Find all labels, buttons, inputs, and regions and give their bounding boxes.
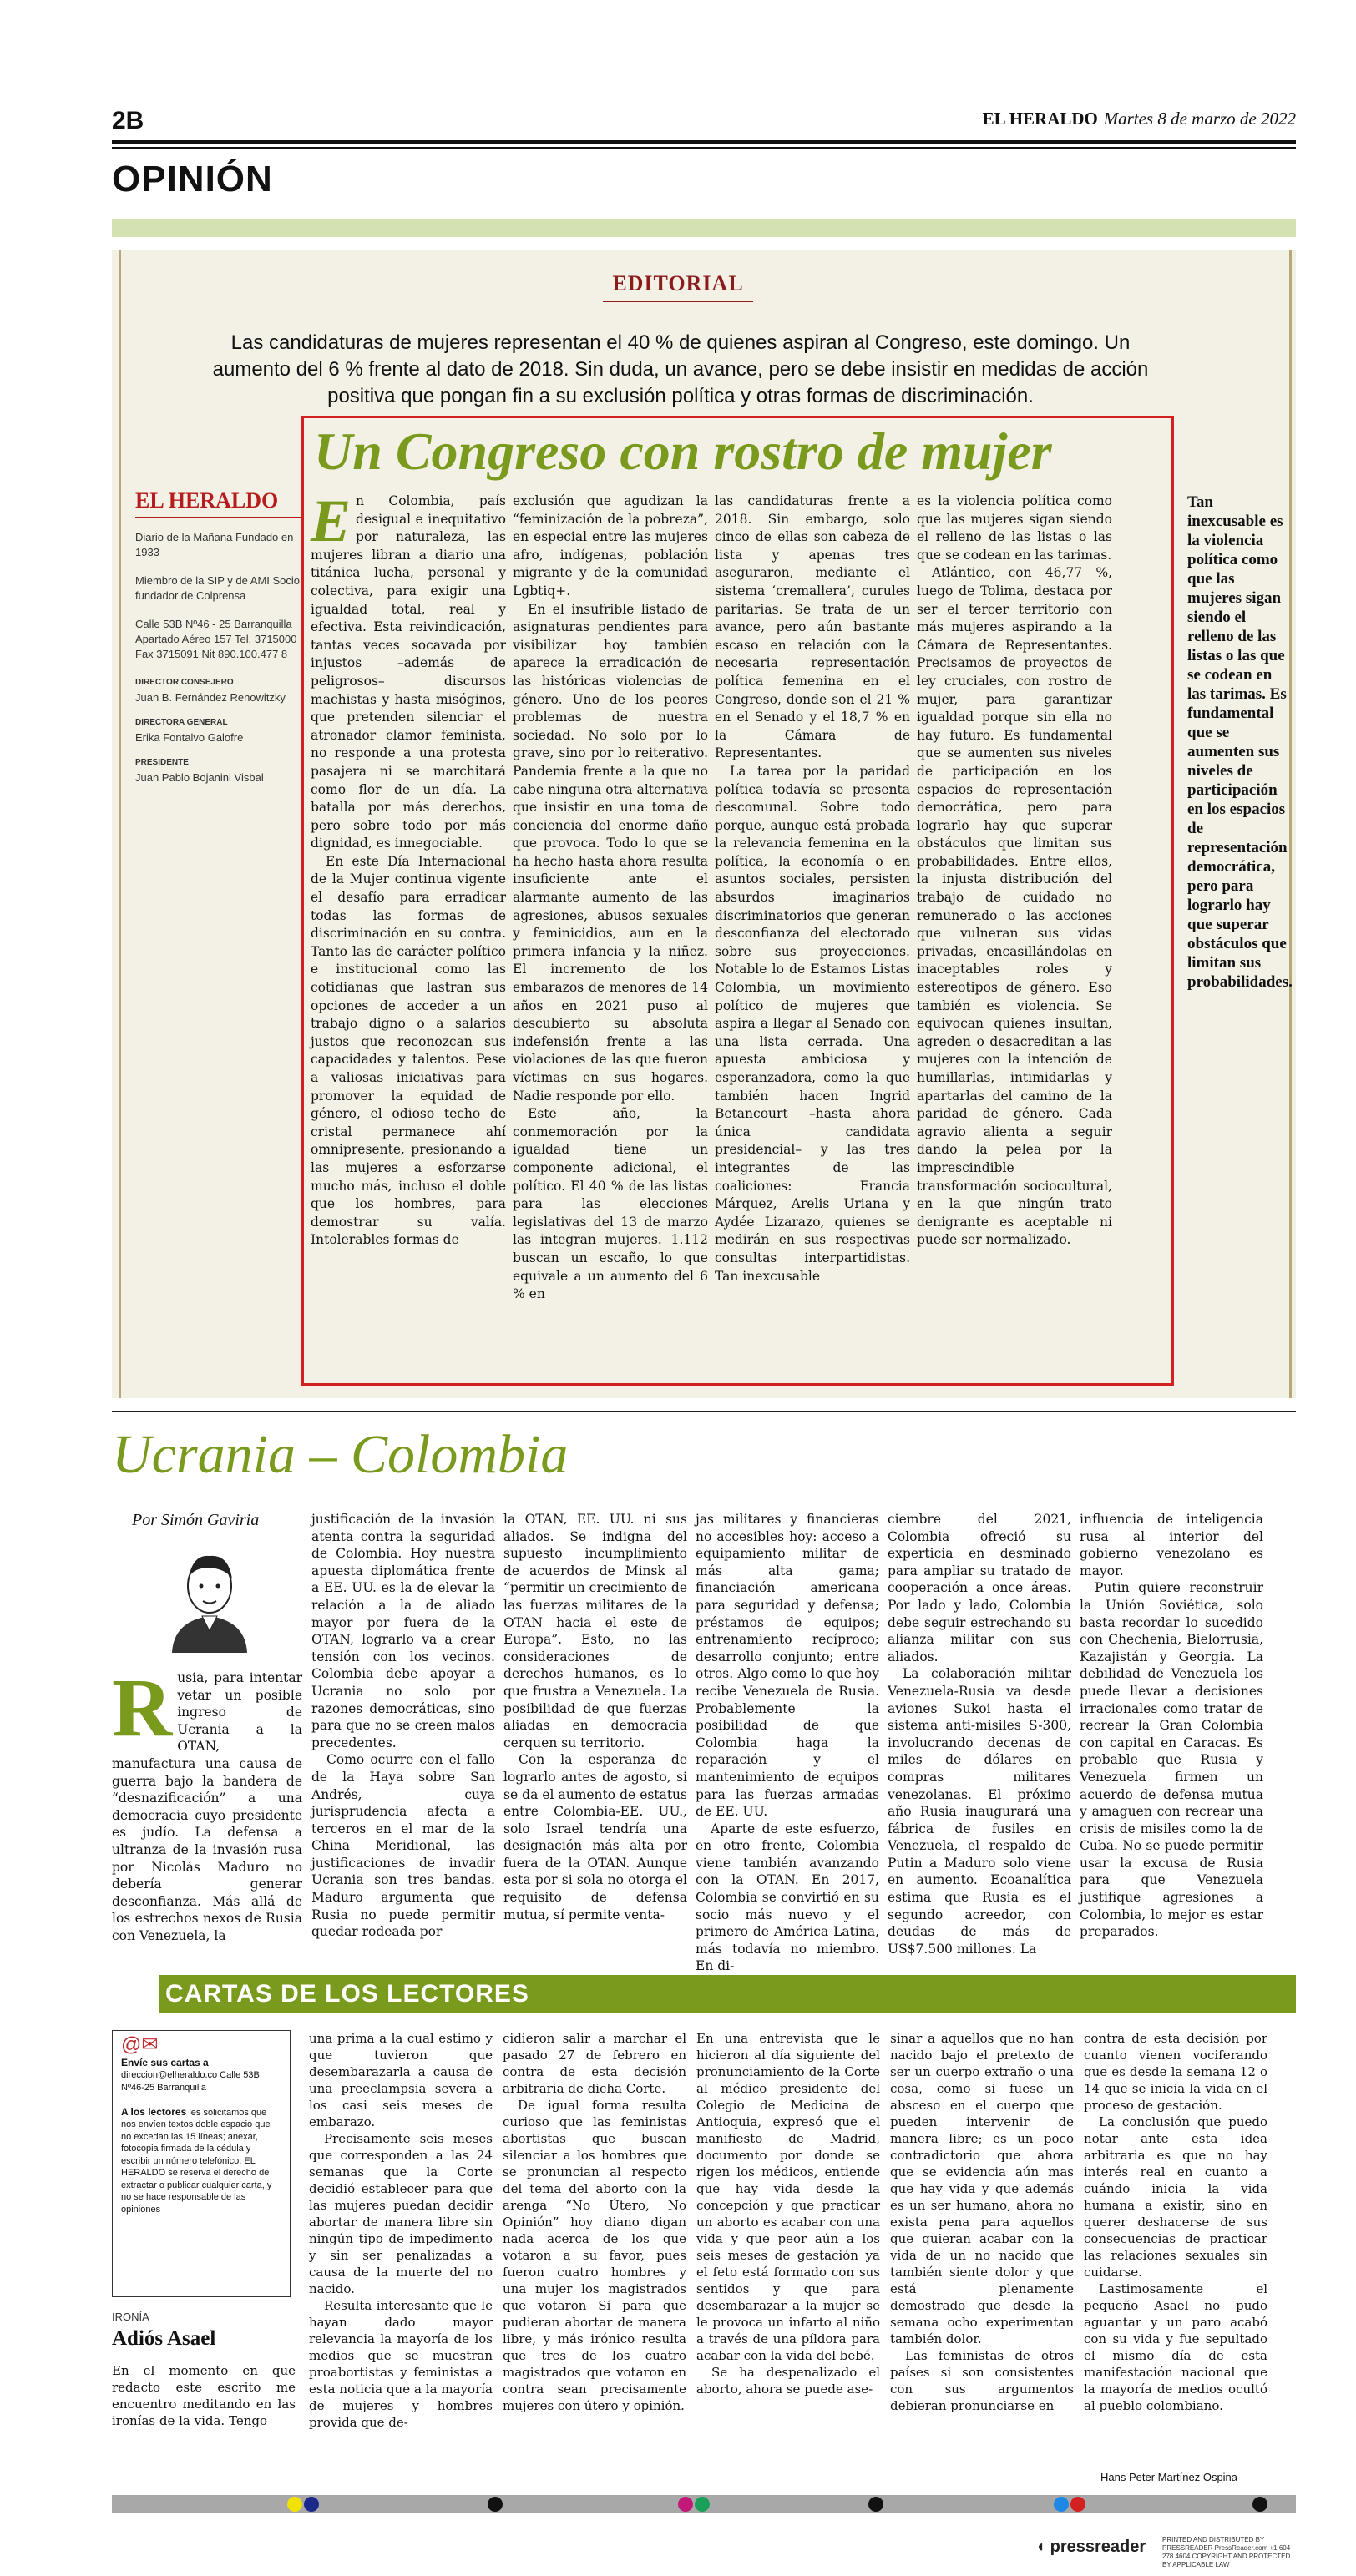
paragraph: Lastimosamente el pequeño Asael no pudo aguantar y un paro acabó con su vida y fue sepultado el mismo día de esta manifestación nacional que la mayoría de medios ocultó al pueblo colombiano. [1084,2281,1267,2413]
pressreader-icon: ◖ [1035,2538,1050,2556]
column-part-4 [696,1511,879,1975]
masthead-line: Diario de la Mañana Fundado en 1933 [135,531,294,558]
email-icon: @✉ [121,2033,159,2056]
author-portrait [155,1544,264,1653]
letter-column-1 [309,2030,493,2431]
paragraph: es la violencia política como que las mujeres sigan siendo el relleno de las listas o las que se codean en las tarimas. [917,493,1112,563]
drop-cap: E [311,487,352,554]
top-rule [112,140,1296,144]
letter-tag: IRONÍA [112,2311,149,2323]
submission-address: direccion@elheraldo.co Calle 53B Nº46-25 Barranquilla [121,2070,260,2093]
column-part-6 [1080,1511,1263,1941]
paragraph: sinar a aquellos que no han nacido bajo el pretexto de ser un cuerpo extraño o una cosa, como si fuese un absceso en el cuerpo que pueden intervenir de manera libre; es un poco contradictorio que ahora que se evidencia aún mas que hay vida y que además es un ser humano, ahora no exista pena para aquellos que quieran acabar con la vida de un no nacido que también siente dolor y que está plenamente demostrado que desde la semana ocho experimentan también dolor. [890,2031,1074,2346]
column-part-2 [311,1511,495,1941]
paragraph: influencia de inteligencia rusa al interior del gobierno venezolano es mayor. [1080,1512,1263,1578]
paper-date [983,109,1296,129]
page-number: 2B [112,107,144,134]
paragraph: usia, para intentar vetar un posible ingreso de Ucrania a la OTAN, manufactura una causa de guerra bajo la bandera de “desnazificación” a una democracia cuyo presidente es judío. La defensa a ultranza de la invasión rusa por Nicolás Maduro no debería generar desconfianza. Más allá de los estrechos nexos de Rusia con Venezuela, la [112,1670,302,1943]
paragraph: ciembre del 2021, Colombia ofreció su experticia en desminado para ampliar su tratado de cooperación a once áreas. Por lado y lado, Colombia debe seguir estrechando su alianza militar con sus aliados. [888,1512,1071,1664]
registration-dot-black [488,2497,503,2512]
paragraph: cidieron salir a marchar el pasado 27 de febrero en contra de esta decisión arbitraria de dicha Corte. [503,2031,686,2096]
paragraph: La colaboración militar Venezuela-Rusia va desde aviones Sukoi hasta el sistema anti-misiles S-300, involucrando decenas de miles de dólares en compras militares venezolanas. El próximo año Rusia inaugurará una fábrica de fusiles en Venezuela, el respaldo de Putin a Maduro solo viene en aumento. Ecoanalítica estima que Rusia es el segundo acreedor, con deudas de más de US$7.500 millones. La [888,1666,1071,1957]
paragraph: n Colombia, país desigual e inequitativo por naturaleza, las mujeres libran a diario una titánica lucha, personal y colectiva, para exigir una igualdad total, real y efectiva. Esta reivindicación, tantas veces socavada por injustos –además de peligrosos– discursos machistas y hasta misóginos, que pretenden silenciar el atronador clamor feminista, no responde a una protesta pasajera ni se marchitará como flor de un día. La batalla por más derechos, pero sobre todo por más dignidad, es innegociable. [311,493,506,851]
letter-column-4 [890,2030,1074,2414]
editorial-headline: Un Congreso con rostro de mujer [314,422,1052,481]
paragraph: Precisamente seis meses que corresponden a las 24 semanas que la Corte decidió establecer para que las mujeres puedan decidir abortar de manera libre sin ningún tipo de impedimento y sin ser penalizadas a causa de la muerte del no nacido. [309,2131,493,2296]
letter-signature: Hans Peter Martínez Ospina [1100,2471,1238,2483]
paragraph: En este Día Internacional de la Mujer continua vigente el desafío para erradicar todas las formas de discriminación en su contra. Tanto las de carácter político e institucional como las cotidianas que lastran sus opciones de acceder a un trabajo digno o a salarios justos que reconozcan sus capacidades y talentos. Pese a valiosas iniciativas para promover la equidad de género, el odioso techo de cristal permanece ahí omnipresente, presionando a las mujeres a esforzarse mucho más, incluso el doble que los hombres, para demostrar su valía. Intolerables formas de [311,853,506,1248]
paragraph: En el insufrible listado de asignaturas pendientes para visibilizar hoy también aparece la erradicación de las históricas violencias de género. Uno de los peores problemas de nuestra sociedad. No solo por lo grave, sino por lo reiterativo. Pandemia frente a la que no cabe ninguna otra alternativa que insistir en una toma de conciencia del enorme daño que provoca. Todo lo que se ha hecho hasta ahora resulta insuficiente ante el alarmante aumento de las agresiones, abusos sexuales y feminicidios, aun en la primera infancia y la niñez. El incremento de los embarazos de menores de 14 años en 2021 puso al descubierto su absoluta indefensión frente a las violaciones de las que fueron víctimas en sus hogares. Nadie responde por ello. [513,601,708,1104]
paragraph: la OTAN, EE. UU. ni sus aliados. Se indigna del supuesto incumplimiento de acuerdos de Minsk al “permitir un crecimiento de las fuerzas militares de la OTAN hacia el este de Europa”. Esto, no las consideraciones de derechos humanos, es lo que frustra a Venezuela. La posibilidad de que fuerzas aliadas en democracia cerquen su territorio. [503,1512,687,1750]
pressreader-name: pressreader [1050,2538,1146,2556]
editorial-label: EDITORIAL [612,271,744,295]
staff-name: Juan B. Fernández Renowitzky [135,691,286,704]
registration-dot-magenta [678,2497,693,2512]
paragraph: Putin quiere reconstruir la Unión Soviética, solo basta recordar lo sucedido con Chechenia, Bielorrusia, Kazajistán y Georgia. La debilidad de Venezuela los puede llevar a decisiones irracionales como tratar de recrear la Gran Colombia con capital en Caracas. Es probable que Rusia y Venezuela firmen un acuerdo de defensa mutua y amaguen con recrear una crisis de misiles como la de Cuba. No se puede permitir usar la excusa de Rusia para que Venezuela justifique agresiones a Colombia, lo mejor es estar preparados. [1080,1580,1263,1940]
editorial-column-1 [311,487,506,1250]
staff-name: Juan Pablo Bojanini Visbal [135,771,264,784]
editorial-label-rule [603,301,753,302]
paragraph: Atlántico, con 46,77 %, luego de Tolima, destaca por ser el tercer territorio con más mujeres aspirando a la Cámara de Representantes. Precisamos de proyectos de ley cruciales, con rostro de mujer, para garantizar igualdad porque sin ella no hay futuro. Es fundamental que se aumenten sus niveles de participación en los espacios de representación democrática, pero para lograrlo hay que superar obstáculos que limitan sus probabilidades. Entre ellos, la injusta distribución del trabajo de cuidado no remunerado o las acciones que vulneran sus vidas privadas, encasillándolas en inaceptables roles y estereotipos de género. Eso también es violencia. Se equivocan quienes insultan, agreden o desacreditan a las mujeres con la intención de humillarlas, intimidarlas y apartarlas del camino de la paridad de género. Cada agravio alienta a seguir dando la pelea por la imprescindible transformación sociocultural, en la que ningún trato denigrante es aceptable ni puede ser normalizado. [917,565,1112,1248]
date: Martes 8 de marzo de 2022 [1103,109,1296,129]
pressreader-notice: PRINTED AND DISTRIBUTED BY PRESSREADER PressReader.com +1 604 278 4604 COPYRIGHT AND PROTECTED BY APPLICABLE LAW [1162,2536,1291,2568]
masthead-line: Calle 53B Nº46 - 25 Barranquilla Apartado Aéreo 157 Tel. 3715000 Fax 3715091 Nit 890.100.477 8 [135,618,297,660]
top-rule-thin [112,147,1296,149]
registration-dot-blue [304,2497,319,2512]
submission-note-title: A los lectores [121,2105,187,2118]
editorial-dek: Las candidaturas de mujeres representan el 40 % de quienes aspiran al Congreso, este domingo. Un aumento del 6 % frente al dato de 2018. Sin duda, un avance, pero se debe insistir en medidas de acción positiva que pongan fin a su exclusión política y otras formas de discriminación. [212,331,1149,407]
section-divider [112,1411,1296,1412]
paragraph: Resulta interesante que le hayan dado mayor relevancia la mayoría de los medios que se muestran proabortistas y feministas a esta noticia que a la mayoría de mujeres y hombres provida que de- [309,2298,493,2430]
registration-dot-yellow [287,2497,302,2512]
staff-role: PRESIDENTE [135,758,189,767]
byline: Por Simón Gaviria [132,1511,260,1529]
masthead-logo: EL HERALDO [135,488,279,513]
paragraph: Las feministas de otros países si son consistentes con sus argumentos debieran pronunciarse en [890,2348,1074,2413]
paragraph: contra de esta decisión por cuanto vienen vociferando que es desde la semana 12 o 14 que se inicia la vida en el proceso de gestación. [1084,2031,1267,2113]
paragraph: De igual forma resulta curioso que las feministas abortistas que buscan silenciar a los hombres que se pronuncian al respecto del tema del aborto con la arenga “No Útero, No Opinión” hoy diano digan nada acerca de los que votaron a su favor, pues fueron cuatro hombres y una mujer los magistrados que votaron Sí para que pudieran abortar de manera libre, y más irónico resulta que tres de los cuatro magistrados que votaron en contra sean precisamente mujeres con útero y opinión. [503,2098,686,2413]
paragraph: Con la esperanza de lograrlo antes de agosto, si se da el aumento de estatus entre Colombia-EE. UU., solo Israel tendría una designación más alta por fuera de la OTAN. Aunque esta por si sola no otorga el requisito de defensa mutua, sí permite venta- [503,1752,687,1922]
submission-title: Envíe sus cartas a [121,2056,209,2068]
letter-intro [112,2362,296,2429]
registration-dot-black [1252,2497,1267,2512]
letters-section-bar: CARTAS DE LOS LECTORES [159,1975,1296,2013]
staff-role: DIRECTORA GENERAL [135,718,228,727]
submission-box [112,2030,291,2297]
masthead-rule [135,517,302,518]
registration-dot-black [868,2497,883,2512]
submission-note: les solicitamos que nos envíen textos doble espacio que no excedan las 15 líneas; anexar, fotocopia firmada de la cédula y escribir un número telefónico. EL HERALDO se reserva el derecho de extractar o publicar cualquier carta, y no se hace responsable de las opiniones [121,2107,272,2215]
paragraph: jas militares y financieras no accesibles hoy: acceso a equipamiento militar de más alta gama; financiación americana para seguridad y defensa; préstamos de equipos; entrenamiento recíproco; desarrollo conjunto; entre otros. Algo como lo que hoy recibe Venezuela de Rusia. Probablemente la posibilidad de que Colombia haga la reparación y el mantenimiento de equipos para las fuerzas armadas de EE. UU. [696,1512,879,1820]
letter-column-5 [1084,2030,1267,2414]
column-title: Ucrania – Colombia [112,1424,569,1485]
paragraph: En una entrevista que le hicieron al día siguiente del pronunciamiento de la Corte al médico presidente del Colegio de Medicina de Antioquia, expresó que el manifiesto de Madrid, documento por donde se rigen los médicos, entiende que hay vida desde la concepción y que practicar un aborto es acabar con una vida y que peor aún a los seis meses de gestación ya el feto está formado con sus sentidos y que para desembarazar a la mujer se le provoca un infarto al niño a través de una píldora para acabar con la vida del bebé. [696,2031,880,2363]
paragraph: las candidaturas frente a 2018. Sin embargo, solo cinco de ellas son cabeza de lista y apenas tres aseguraron, mediante el sistema ‘cremallera’, curules paritarias. Se trata de un avance, pero aún bastante escaso en relación con la necesaria representación política femenina en el Congreso, donde son el 21 % en el Senado y el 18,7 % en la Cámara de Representantes. [715,493,910,761]
staff-name: Erika Fontalvo Galofre [135,731,244,744]
column-part-3 [503,1511,687,1923]
editorial-column-2 [513,492,708,1304]
paragraph: Este año, la conmemoración por la igualdad tiene un componente adicional, el político. El 40 % de las listas para las elecciones legislativas del 13 de marzo las integran mujeres. 1.112 buscan un escaño, lo que equivale a un aumento del 6 % en [513,1106,708,1302]
pressreader-logo [1035,2538,1146,2557]
staff-role: DIRECTOR CONSEJERO [135,678,234,687]
letter-column-2 [503,2030,686,2414]
paragraph: Como ocurre con el fallo de la Haya sobre San Andrés, cuya jurisprudencia afecta a terceros en el mar de la China Meridional, las justificaciones de invadir Ucrania son tres bandas. Maduro argumenta que Rusia no puede permitir quedar rodeada por [311,1752,495,1940]
registration-dot-green [695,2497,710,2512]
letter-title: Adiós Asael [112,2327,216,2350]
paper-name: EL HERALDO [982,109,1098,129]
editorial-column-3 [715,492,910,1285]
registration-dot-cyan [1054,2497,1069,2512]
paragraph: La conclusión que puedo notar ante esta idea arbitraria es que no hay interés real en cuanto a cuándo inicia la vida humana a existir, sino en querer deshacerse de sus consecuencias de practicar las relaciones sexuales sin cuidarse. [1084,2114,1267,2280]
letter-column-3 [696,2030,880,2397]
masthead-line: Miembro de la SIP y de AMI Socio fundador de Colprensa [135,574,301,602]
paragraph: una prima a la cual estimo y que tuvieron que desembarazarla a causa de una preeclampsia severa a los casi seis meses de embarazo. [309,2031,493,2129]
paragraph: Aparte de este esfuerzo, en otro frente, Colombia viene también avanzando con la OTAN. En 2017, Colombia se convirtió en su socio más nuevo y el primero de América Latina, más todavía no miembro. En di- [696,1821,879,1974]
editorial-border-left [119,250,121,1398]
column-part-1 [112,1661,302,1945]
paragraph: En el momento en que redacto este escrito me encuentro meditando en las ironías de la vida. Tengo [112,2363,296,2428]
paragraph: Se ha despenalizado el aborto, ahora se puede ase- [696,2365,880,2397]
paragraph: justificación de la invasión atenta contra la seguridad de Colombia. Hoy nuestra apuesta diplomática frente a EE. UU. es la de elevar la relación a la de aliado mayor por fuera de la OTAN, lograrlo va a crear tensión con los vecinos. Colombia debe apoyar a Ucrania no solo por razones democráticas, sino para que no se creen malos precedentes. [311,1512,495,1750]
paragraph: La tarea por la paridad política todavía se presenta descomunal. Sobre todo porque, aunque está probada la relevancia femenina en la política, la economía o en asuntos sociales, persisten absurdos imaginarios discriminatorios que generan desconfianza del electorado sobre sus proyecciones. Notable lo de Estamos Listas Colombia, un movimiento político de mujeres que aspira a llegar al Senado con una lista cerrada. Una apuesta ambiciosa y esperanzadora, como la que también hacen Ingrid Betancourt –hasta ahora única candidata presidencial– y las tres integrantes de las coaliciones: Francia Márquez, Arelis Uriana y Aydée Lizarazo, quienes se medirán en sus respectivas consultas interpartidistas. Tan inexcusable [715,763,910,1284]
section-title: OPINIÓN [112,159,273,200]
pull-quote: Tan inexcusable es la violencia política como que las mujeres sigan siendo el relleno de las listas o las que se codean en las tarimas. Es fundamental que se aumenten sus niveles de participación en los espacios de representación democrática, pero para lograrlo hay que superar obstáculos que limitan sus probabilidades. [1187,493,1293,991]
paragraph: exclusión que agudizan la “feminización de la pobreza”, en especial entre las mujeres afro, indígenas, población migrante y de la comunidad Lgbtiq+. [513,493,708,599]
section-bar [112,219,1296,237]
registration-dot-red [1070,2497,1085,2512]
masthead [135,488,302,796]
editorial-column-4 [917,492,1112,1250]
column-part-5 [888,1511,1071,1957]
drop-cap: R [112,1661,173,1754]
